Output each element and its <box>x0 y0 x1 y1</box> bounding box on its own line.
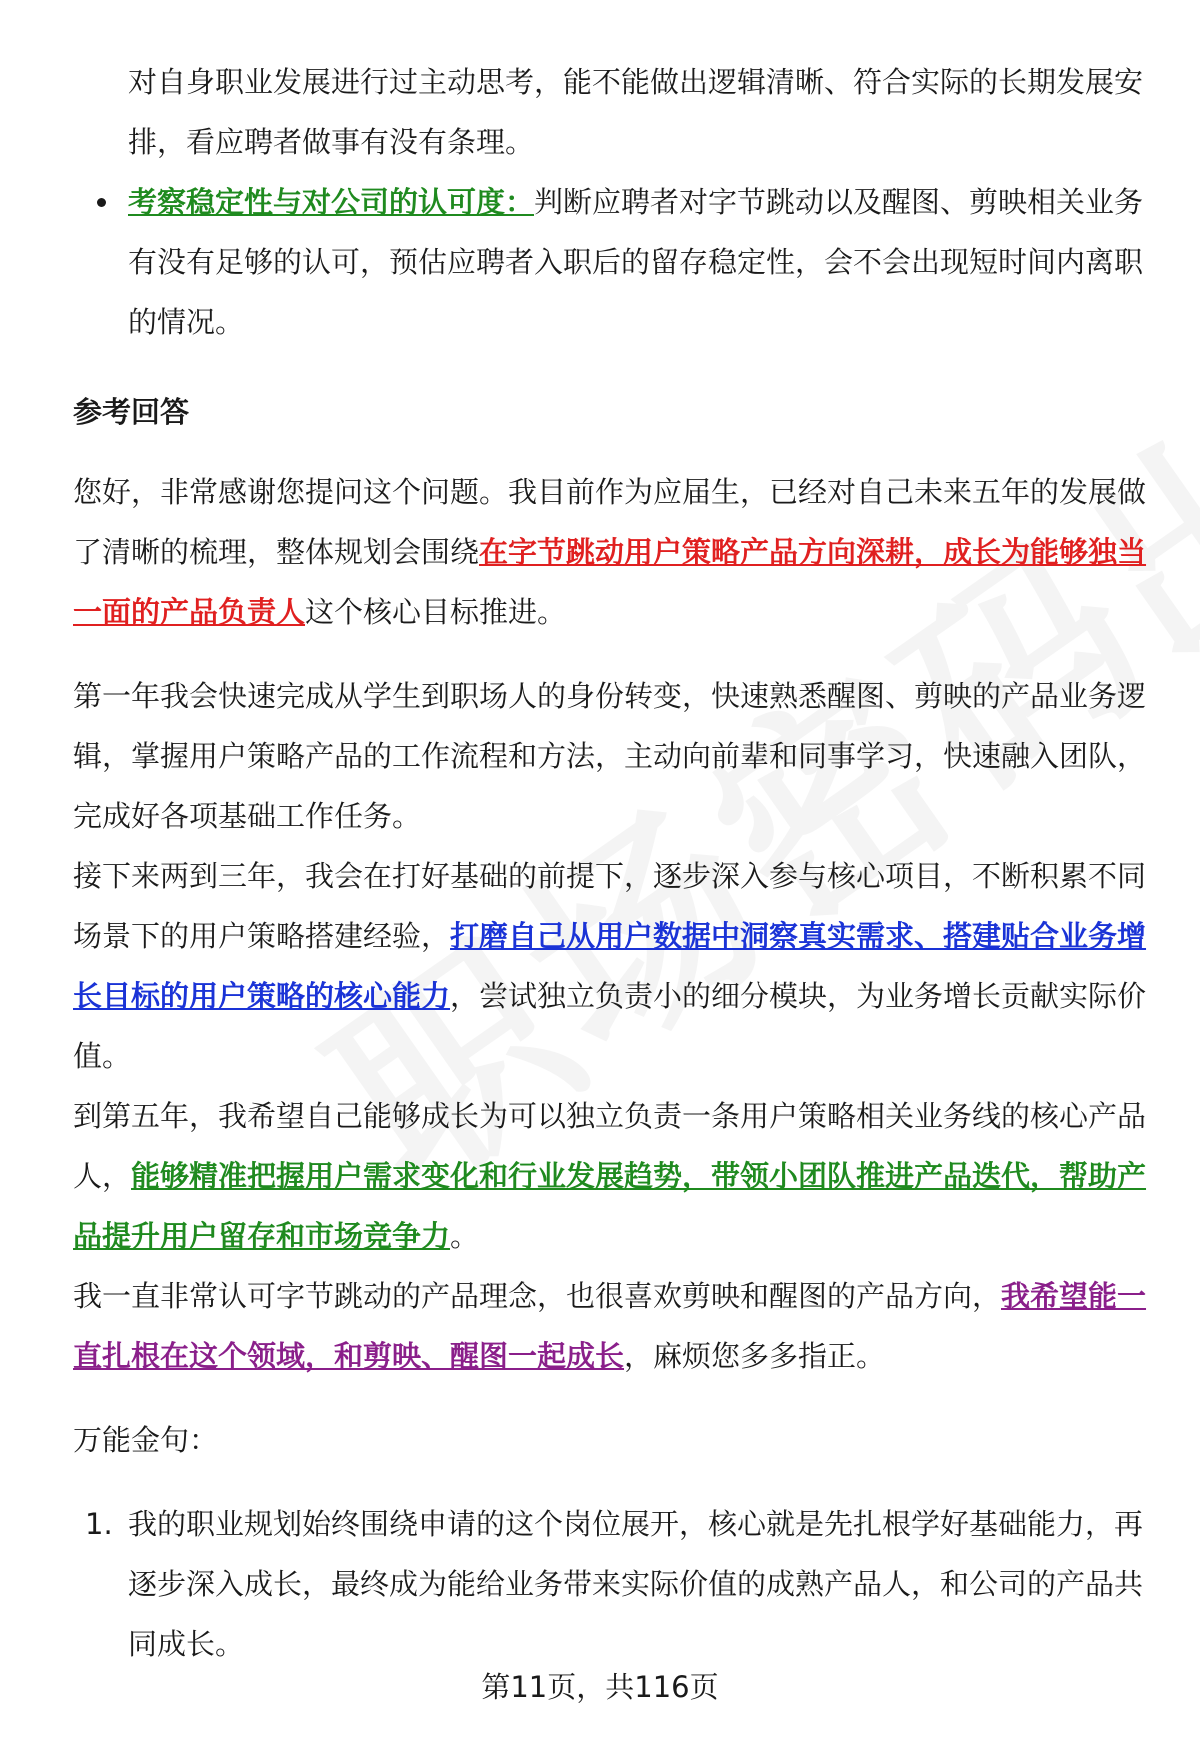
answer-paragraph-1 <box>73 462 1153 642</box>
answer-paragraph-2: 第一年我会快速完成从学生到职场人的身份转变，快速熟悉醒图、剪映的产品业务逻辑，掌握用户策略产品的工作流程和方法，主动向前辈和同事学习，快速融入团队，完成好各项基础工作任务。 <box>73 679 1147 833</box>
golden-sentence-title: 万能金句： <box>73 1423 219 1457</box>
highlight-red: 在字节跳动用户策略产品方向深耕，成长为能够独当一面的产品负责人 <box>73 535 1147 629</box>
spacer <box>73 1386 1153 1410</box>
spacer <box>73 642 1153 666</box>
paragraph-text: 到第五年，我希望自己能够成长为可以独立负责一条用户策略相关业务线的核心产品人， <box>73 1099 1147 1193</box>
list-item-text: 我的职业规划始终围绕申请的这个岗位展开，核心就是先扎根学好基础能力，再逐步深入成长，最终成为能给业务带来实际价值的成熟产品人，和公司的产品共同成长。 <box>128 1507 1144 1661</box>
answer-paragraph-3 <box>73 846 1153 1086</box>
bullet-list <box>73 172 1153 352</box>
paragraph-text: 。 <box>450 1219 480 1253</box>
answer-paragraph-5 <box>73 1266 1153 1386</box>
paragraph-text: 这个核心目标推进。 <box>305 595 567 629</box>
bullet-heading: 考察稳定性与对公司的认可度： <box>128 185 535 219</box>
spacer <box>73 1470 1153 1494</box>
paragraph-text: ，麻烦您多多指正。 <box>624 1339 886 1373</box>
highlight-green: 能够精准把握用户需求变化和行业发展趋势，带领小团队推进产品迭代，帮助产品提升用户留存和市场竞争力 <box>73 1159 1147 1253</box>
paragraph-text: 我一直非常认可字节跳动的产品理念，也很喜欢剪映和醒图的产品方向， <box>73 1279 1002 1313</box>
bullet-text: 判断应聘者对字节跳动以及醒图、剪映相关业务有没有足够的认可，预估应聘者入职后的留存稳定性，会不会出现短时间内离职的情况。 <box>128 185 1144 339</box>
content <box>73 52 1153 1674</box>
golden-sentence-list <box>73 1494 1153 1674</box>
page-footer: 第11页，共116页 <box>481 1670 719 1704</box>
list-item <box>73 172 1153 352</box>
bullet-continuation-text: 对自身职业发展进行过主动思考，能不能做出逻辑清晰、符合实际的长期发展安排，看应聘者做事有没有条理。 <box>128 65 1144 159</box>
list-item <box>73 1494 1153 1674</box>
bullet-dot-icon <box>97 198 106 207</box>
paragraph-text: ，尝试独立负责小的细分模块，为业务增长贡献实际价值。 <box>73 979 1147 1073</box>
paragraph-text: 接下来两到三年，我会在打好基础的前提下，逐步深入参与核心项目，不断积累不同场景下的用户策略搭建经验， <box>73 859 1147 953</box>
answer-paragraph-4 <box>73 1086 1153 1266</box>
highlight-purple: 我希望能一直扎根在这个领域，和剪映、醒图一起成长 <box>73 1279 1147 1373</box>
paragraph-text: 您好，非常感谢您提问这个问题。我目前作为应届生，已经对自己未来五年的发展做了清晰的梳理，整体规划会围绕 <box>73 475 1147 569</box>
section-title: 参考回答 <box>73 395 190 429</box>
highlight-blue: 打磨自己从用户数据中洞察真实需求、搭建贴合业务增长目标的用户策略的核心能力 <box>73 919 1147 1013</box>
list-number: 1. <box>85 1507 113 1541</box>
